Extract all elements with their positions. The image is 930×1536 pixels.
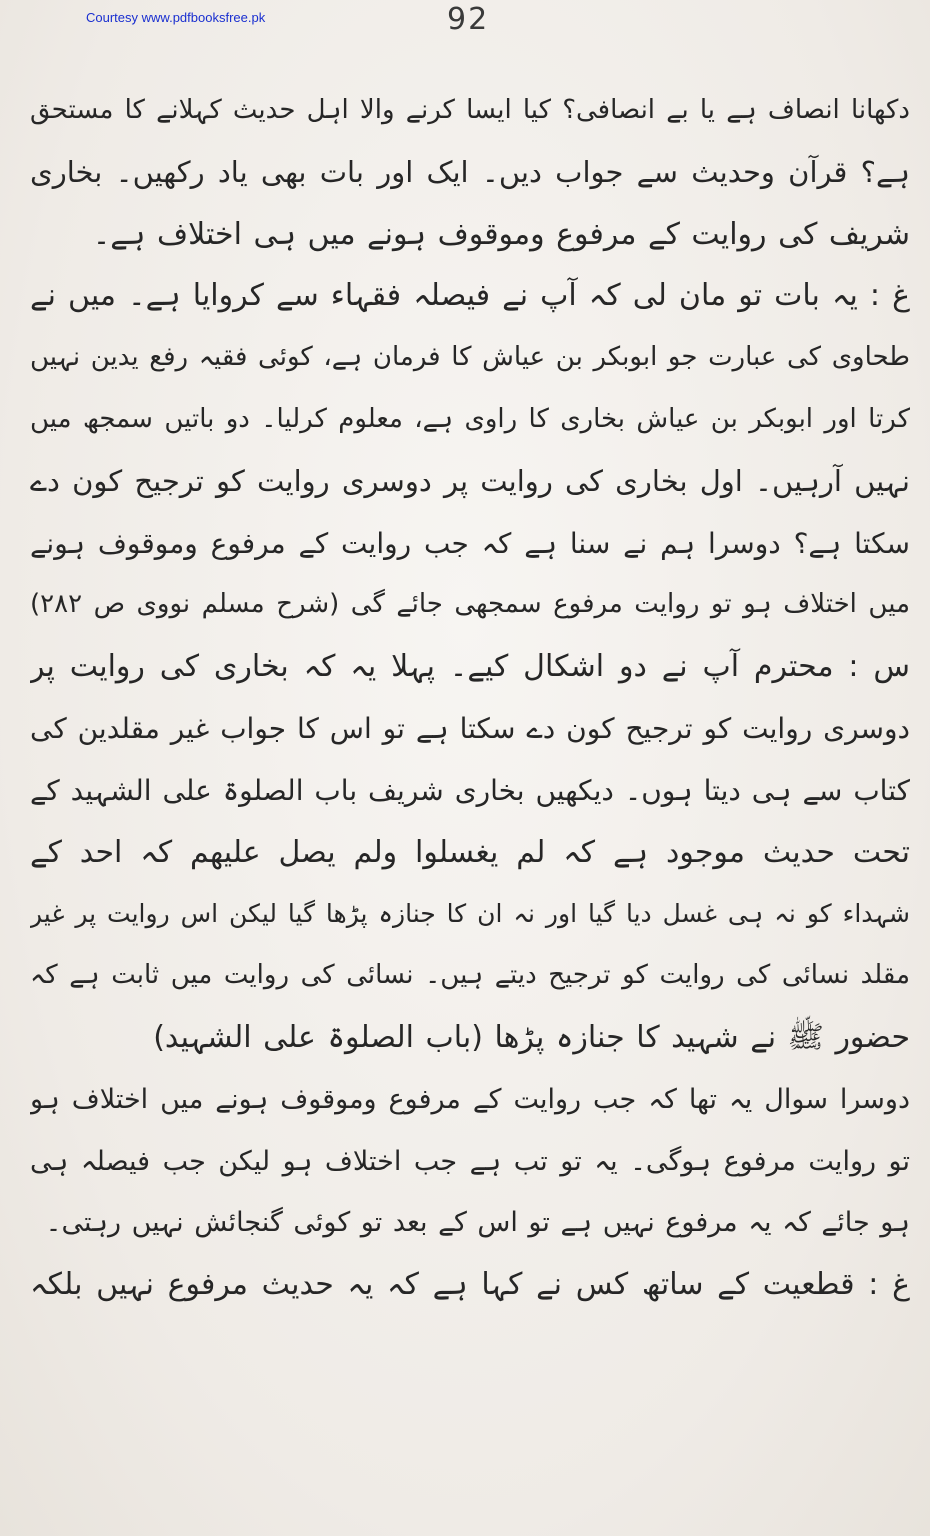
text-line: غ : یہ بات تو مان لی کہ آپ نے فیصلہ فقہاء سے کروایا ہے۔ میں نے xyxy=(30,278,910,314)
text-line: س : محترم آپ نے دو اشکال کیے۔ پہلا یہ کہ بخاری کی روایت پر xyxy=(30,649,910,685)
text-line: دوسری روایت کو ترجیح کون دے سکتا ہے تو اس کا جواب غیر مقلدین کی xyxy=(30,711,910,745)
text-line: دکھانا انصاف ہے یا بے انصافی؟ کیا ایسا کرنے والا اہل حدیث کہلانے کا مستحق xyxy=(30,95,910,125)
courtesy-watermark: Courtesy www.pdfbooksfree.pk xyxy=(86,10,266,25)
text-line: نہیں آرہیں۔ اول بخاری کی روایت پر دوسری روایت کو ترجیح کون دے xyxy=(30,463,910,498)
text-line: میں اختلاف ہو تو روایت مرفوع سمجھی جائے گی (شرح مسلم نووی ص ۲۸۲) xyxy=(30,589,910,620)
page-number: 92 xyxy=(447,2,490,37)
text-line: سکتا ہے؟ دوسرا ہم نے سنا ہے کہ جب روایت کے مرفوع وموقوف ہونے xyxy=(30,526,910,560)
text-line: ہے؟ قرآن وحدیث سے جواب دیں۔ ایک اور بات بھی یاد رکھیں۔ بخاری xyxy=(30,154,910,189)
text-line: مقلد نسائی کی روایت کو ترجیح دیتے ہیں۔ نسائی کی روایت میں ثابت ہے کہ xyxy=(30,960,910,991)
text-line: شہداء کو نہ ہی غسل دیا گیا اور نہ ان کا جنازہ پڑھا گیا لیکن اس روایت پر غیر xyxy=(30,899,910,929)
text-line: کتاب سے ہی دیتا ہوں۔ دیکھیں بخاری شریف باب الصلوۃ علی الشہید کے xyxy=(30,773,910,807)
text-line: حضور ﷺ نے شہید کا جنازہ پڑھا (باب الصلوۃ علی الشہید) xyxy=(153,1019,910,1055)
text-line: تحت حدیث موجود ہے کہ لم یغسلوا ولم یصل علیھم کہ احد کے xyxy=(30,834,910,870)
text-line: تو روایت مرفوع ہوگی۔ یہ تو تب ہے جب اختلاف ہو لیکن جب فیصلہ ہی xyxy=(30,1145,910,1177)
text-line: شریف کی روایت کے مرفوع وموقوف ہونے میں ہی اختلاف ہے۔ xyxy=(92,216,910,252)
text-line: غ : قطعیت کے ساتھ کس نے کہا ہے کہ یہ حدیث مرفوع نہیں بلکہ xyxy=(30,1267,910,1303)
text-line: ہو جائے کہ یہ مرفوع نہیں ہے تو اس کے بعد تو کوئی گنجائش نہیں رہتی۔ xyxy=(45,1207,910,1239)
urdu-body-text xyxy=(30,80,910,1316)
text-line: دوسرا سوال یہ تھا کہ جب روایت کے مرفوع وموقوف ہونے میں اختلاف ہو xyxy=(30,1083,910,1115)
text-line: کرتا اور ابوبکر بن عیاش بخاری کا راوی ہے، معلوم کرلیا۔ دو باتیں سمجھ میں xyxy=(30,403,910,434)
text-line: طحاوی کی عبارت جو ابوبکر بن عیاش کا فرمان ہے، کوئی فقیہ رفع یدین نہیں xyxy=(30,342,910,373)
